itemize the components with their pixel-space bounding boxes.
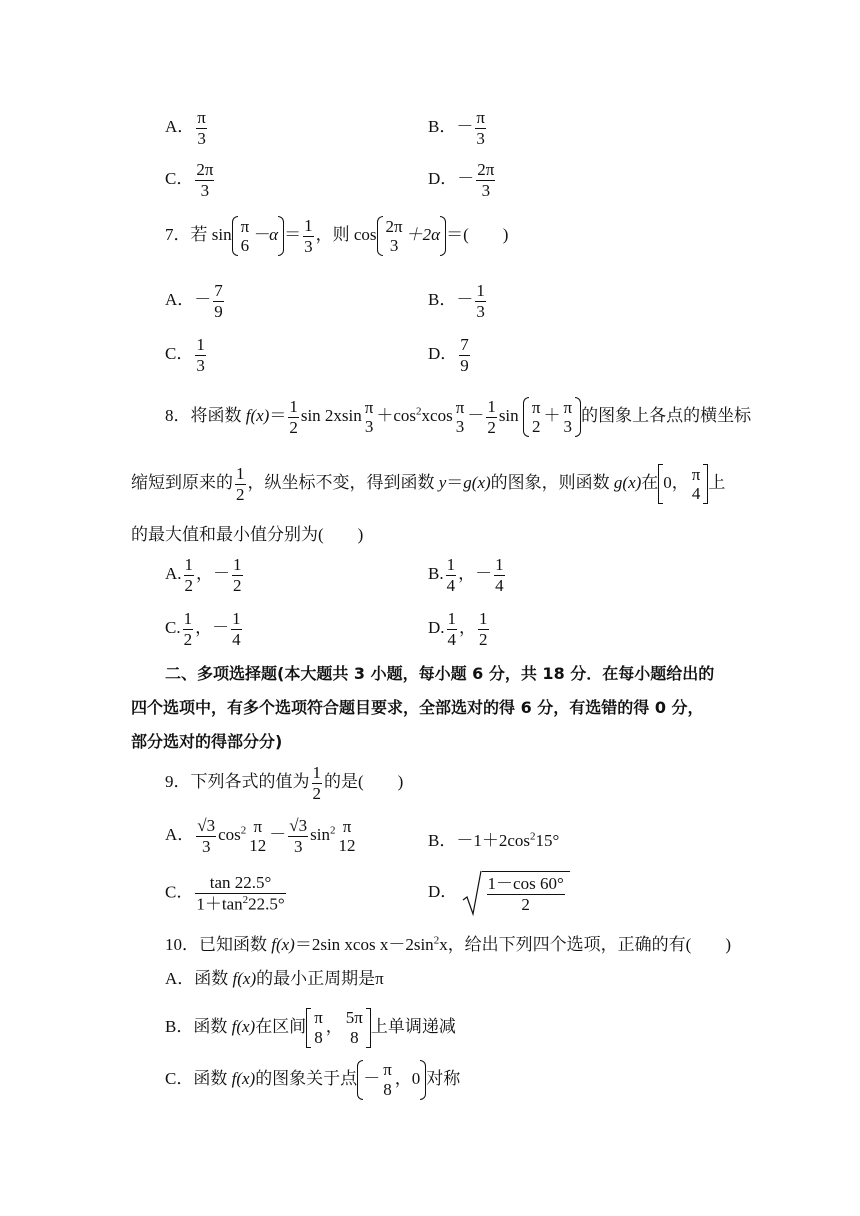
option-label: A． [165,116,195,136]
q8-stem-line2: 缩短到原来的 $\frac{1}{2}$ ，纵坐标不变，得到函数 y＝g(x)的图象，则函数 g(x)在 0， π 4 上 [131,464,726,504]
option-label: D． [428,168,458,188]
q8-option-c: C. $\frac{1}{2}$ ，－ $\frac{1}{4}$ [165,609,241,649]
q8-stem-line1: 8．将函数 f(x)＝ $\frac{1}{2}$ sin 2xsin π 3 $+\cos^2xcos$ π 3 － $\frac{1}{2}$ sin π 2 ＋ π 3 的图象上各点的横坐标 [165,397,752,437]
q7-option-b: B．－ $\frac{1}{3}$ [428,281,485,321]
q8-option-a: A. $\frac{1}{2}$ ，－ $\frac{1}{2}$ [165,555,242,595]
q8-option-d: D. $\frac{1}{4}$ ， $\frac{1}{2}$ [428,609,488,649]
option-label: B． [428,116,457,136]
q8-stem-line3: 的最大值和最小值分别为( ) [131,525,364,544]
q6-option-d: D．－ $\frac{2\pi}{3}$ [428,160,495,200]
q6-option-b: B．－ $\frac{\pi}{3}$ [428,108,485,148]
section-heading-line3: 部分选对的得部分分) [131,732,283,751]
q10-option-a: A．函数 f(x)的最小正周期是π [165,969,384,988]
fraction: $\frac{\pi}{3}$ [197,108,206,148]
q7-option-c: C． $\frac{1}{3}$ [165,335,205,375]
option-label: C． [165,168,194,188]
q9-option-a: A． $\frac{√3}{3}$ $\cos^2$ π 12 － $\frac{√3}{3}$ $\sin^2$ π 12 [165,816,356,856]
q8-option-b: B. $\frac{1}{4}$ ，－ $\frac{1}{4}$ [428,555,504,595]
fraction: $\frac{2\pi}{3}$ [477,160,495,200]
q10-option-c: C．函数 f(x)的图象关于点 － π 8 ，0 对称 [165,1060,461,1099]
section-heading-line1: 二、多项选择题(本大题共 3 小题，每小题 6 分，共 18 分．在每小题给出的 [165,664,715,683]
q9-option-b: B．$-1+2\cos^215^\circ$ [428,830,560,850]
q7-option-d: D． $\frac{7}{9}$ [428,335,469,375]
q7-option-a: A．－ $\frac{7}{9}$ [165,281,223,321]
fraction: $\frac{2\pi}{3}$ [196,160,214,200]
section-heading-line2: 四个选项中，有多个选项符合题目要求，全部选对的得 6 分，有选错的得 0 分， [131,698,704,717]
radical-sign-icon [462,870,482,916]
fraction: $\frac{\pi}{3}$ [476,108,485,148]
q7-stem: 7．若 sin π 6 －α ＝ $\frac{1}{3}$ ，则 cos 2π 3 ＋2α ＝( ) [165,216,509,256]
q6-option-c [165,160,216,200]
q10-stem: 10．已知函数 f(x)＝2sin xcos $x-2\sin^2x$，给出下列四个选项，正确的有( ) [165,934,732,954]
square-root: $\frac{1-\cos 60^\circ}{2}$ [462,870,570,916]
q10-option-b: B．函数 f(x)在区间 π 8 ， 5π 8 上单调递减 [165,1008,456,1047]
q9-option-d: D． $\frac{1-\cos 60^\circ}{2}$ [428,870,570,916]
q9-stem: 9．下列各式的值为 $\frac{1}{2}$ 的是( ) [165,763,404,803]
q9-option-c: C． $\frac{\tan 22.5^\circ}{1+\tan^222.5^\circ}$ [165,873,285,914]
q6-option-a [165,108,209,148]
